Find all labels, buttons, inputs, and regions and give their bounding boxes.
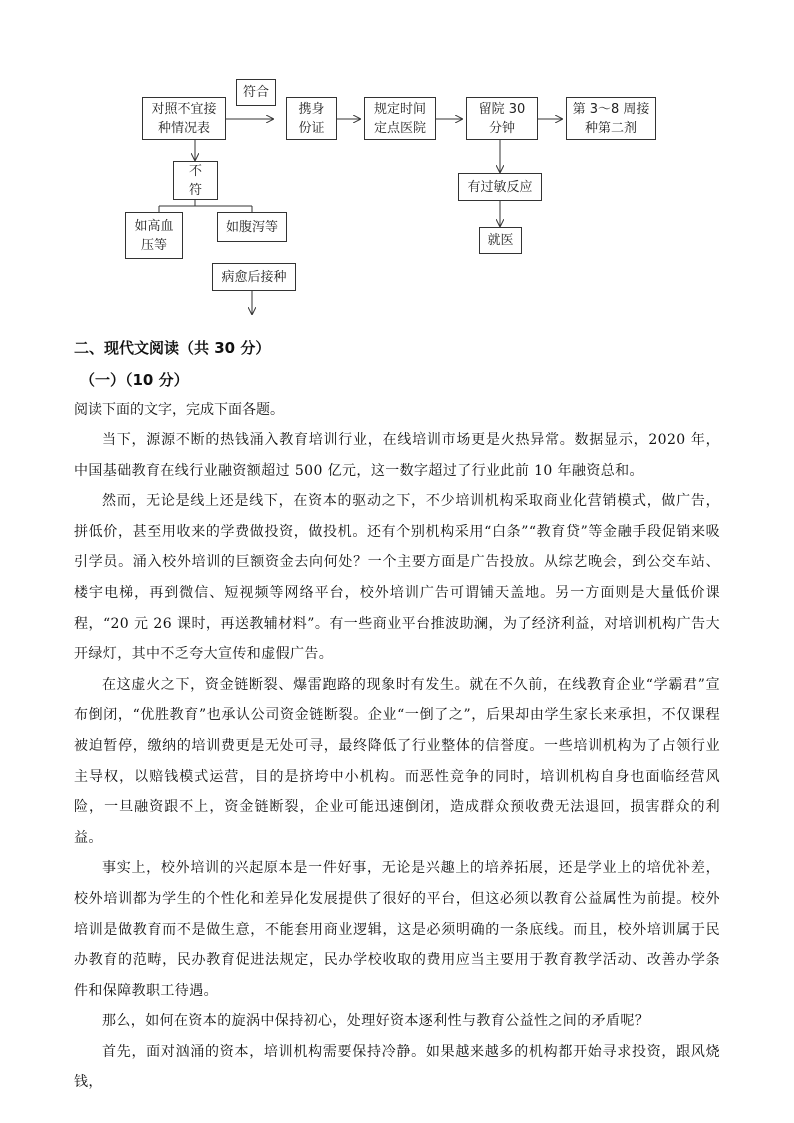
node-allergy: 有过敏反应	[458, 173, 542, 201]
article-paragraph: 在这虚火之下，资金链断裂、爆雷跑路的现象时有发生。就在不久前，在线教育企业“学霸君”宣布倒闭，“优胜教育”也承认公司资金链断裂。企业“一倒了之”，后果却由学生家长来承担，不仅课程被迫暂停，缴纳的培训费更是无处可寻，最终降低了行业整体的信誉度。一些培训机构为了占领行业主导权，以赔钱模式运营，目的是挤垮中小机构。而恶性竞争的同时，培训机构自身也面临经营风险，一旦融资跟不上，资金链断裂，企业可能迅速倒闭，造成群众预收费无法退回，损害群众的利益。	[74, 676, 720, 846]
node-stay: 留院 30 分钟	[466, 97, 538, 140]
article-paragraph: 那么，如何在资本的旋涡中保持初心，处理好资本逐利性与教育公益性之间的矛盾呢？	[102, 1013, 650, 1030]
section-title: 二、现代文阅读（共 30 分）	[74, 339, 271, 357]
node-check-table: 对照不宜接 种情况表	[142, 97, 226, 140]
instruction-text: 阅读下面的文字，完成下面各题。	[74, 402, 284, 418]
article-paragraph: 首先，面对汹涌的资本，培训机构需要保持冷静。如果越来越多的机构都开始寻求投资，跟风烧钱，	[74, 1043, 720, 1091]
flowchart	[0, 0, 794, 330]
article-body	[74, 425, 720, 1098]
node-diarrhea: 如腹泻等	[217, 212, 287, 242]
node-not-match: 不 符	[173, 161, 218, 200]
node-see-doctor: 就医	[479, 227, 522, 254]
node-hypertension: 如高血 压等	[125, 212, 183, 259]
node-id-card: 携身 份证	[286, 97, 337, 140]
node-hospital: 规定时间 定点医院	[364, 97, 436, 140]
article-paragraph: 然而，无论是线上还是线下，在资本的驱动之下，不少培训机构采取商业化营销模式，做广告，拼低价，甚至用收来的学费做投资，做投机。还有个别机构采用“白条”“教育贷”等金融手段促销来吸引学员。涌入校外培训的巨额资金去向何处？一个主要方面是广告投放。从综艺晚会，到公交车站、楼宇电梯，再到微信、短视频等网络平台，校外培训广告可谓铺天盖地。另一方面则是大量低价课程，“20 元 26 课时，再送教辅材料”。有一些商业平台推波助澜，为了经济利益，对培训机构广告大开绿灯，其中不乏夸大宣传和虚假广告。	[74, 493, 720, 663]
section-subtitle: （一）（10 分）	[80, 371, 189, 389]
node-second-dose: 第 3～8 周接 种第二剂	[566, 97, 656, 140]
node-match: 符合	[236, 79, 276, 106]
node-after-recovery: 病愈后接种	[212, 263, 296, 291]
article-paragraph: 当下，源源不断的热钱涌入教育培训行业，在线培训市场更是火热异常。数据显示，2020 年，中国基础教育在线行业融资额超过 500 亿元，这一数字超过了行业此前 10 年融资总和。	[74, 432, 720, 479]
article-paragraph: 事实上，校外培训的兴起原本是一件好事，无论是兴趣上的培养拓展，还是学业上的培优补差，校外培训都为学生的个性化和差异化发展提供了很好的平台，但这必须以教育公益属性为前提。校外培训是做教育而不是做生意，不能套用商业逻辑，这是必须明确的一条底线。而且，校外培训属于民办教育的范畴，民办教育促进法规定，民办学校收取的费用应当主要用于教育教学活动、改善办学条件和保障教职工待遇。	[74, 860, 720, 999]
